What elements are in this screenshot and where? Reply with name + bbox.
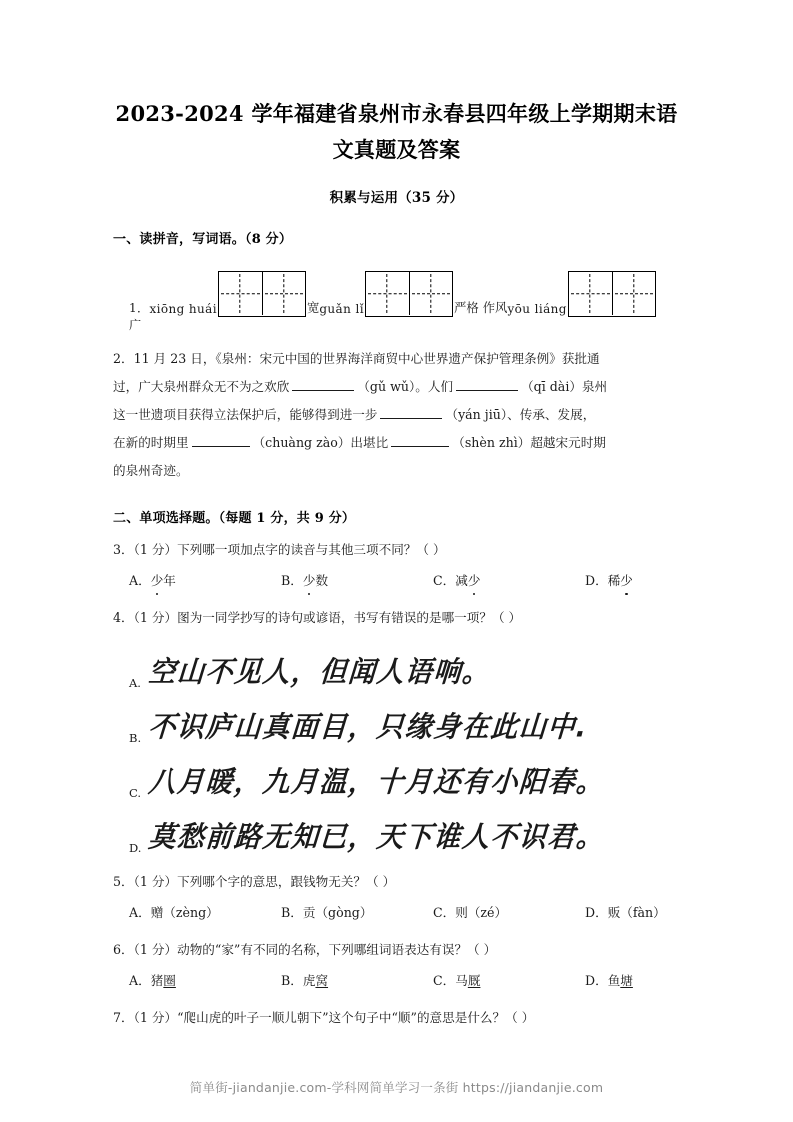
question-6-options [113,968,680,994]
page-footer: 简单街-jiandanjie.com-学科网简单学习一条街 https://jiandanjie.com [189,1080,604,1095]
question-2-line-3-part-b: （yán jiū）、传承、发展， [445,407,596,422]
question-1-line-2: 广 [129,318,142,332]
option-label: D． [585,973,608,988]
option-label: C. [129,786,142,800]
option-c[interactable] [433,968,585,994]
question-1-pinyin-a: xiōng huái [149,302,217,316]
tianzige-grid-2[interactable] [365,271,453,317]
question-2-line-2 [113,373,680,401]
question-4-stem: 4．（1 分）图为一同学抄写的诗句或谚语，书写有错误的是哪一项？（ ） [113,610,522,625]
option-label: C． [433,573,456,588]
question-1-pinyin-b: guǎn lǐ [319,302,364,316]
question-5-stem: 5．（1 分）下列哪个字的意思，跟钱物无关？（ ） [113,874,396,889]
option-b[interactable] [113,693,680,748]
page-content [113,96,680,1032]
question-2-line-5: 的泉州奇迹。 [113,463,189,478]
option-text-pre: 减 [455,573,468,588]
option-label: C． [433,905,456,920]
option-a[interactable] [129,900,281,926]
option-d[interactable] [585,900,666,926]
option-text-pre: 鱼 [607,973,621,988]
question-2-line-2-part-c: （qī dài）泉州 [521,379,608,394]
question-2-line-2-part-a: 过，广大泉州群众无不为之欢欣 [113,379,290,394]
grid-cell[interactable] [262,272,305,315]
grid-cell[interactable] [219,272,262,315]
option-text-pre: 稀 [607,573,621,588]
option-label: B． [281,905,303,920]
tianzige-grid-3[interactable] [568,271,656,317]
option-text-pre: 猪 [150,973,164,988]
option-text-post: 数 [315,573,329,588]
option-c[interactable] [433,568,585,594]
question-4-options [113,638,680,858]
option-dotted-char: 少 [151,568,164,594]
section-heading-1: 一、读拼音，写词语。（8 分） [113,232,293,247]
option-underlined-char: 塘 [620,973,633,988]
answer-blank-gu-wu[interactable] [292,376,354,391]
question-5-options [113,900,680,926]
option-b[interactable] [281,568,433,594]
question-2-line-4-part-b: （chuàng zào）出堪比 [252,435,389,450]
option-label: C． [433,973,456,988]
option-text-pre: 马 [455,973,468,988]
answer-blank-qi-dai[interactable] [456,376,518,391]
option-b[interactable] [281,968,433,994]
option-dotted-char: 少 [303,568,316,594]
question-1-number: 1． [129,301,150,315]
question-1-flow [129,271,657,317]
question-6-stem: 6．（1 分）动物的“家”有不同的名称，下列哪组词语表达有误？（ ） [113,942,497,957]
option-a[interactable] [129,568,281,594]
answer-blank-shen-zhi[interactable] [391,432,449,447]
handwritten-line: 莫愁前路无知已，天下谁人不识君。 [147,820,606,854]
question-3-stem: 3．（1 分）下列哪一项加点字的读音与其他三项不同？（ ） [113,542,446,557]
question-1-han-b: 严格 作风 [453,300,508,315]
question-3-options [113,568,680,594]
question-7-stem: 7．（1 分）“爬山虎的叶子一顺儿朝下”这个句子中“顺”的意思是什么？（ ） [113,1010,535,1025]
option-text: 贡（gòng） [302,905,373,920]
option-text: 赠（zèng） [150,905,219,920]
grid-cell[interactable] [409,272,452,315]
option-label: D． [585,905,608,920]
grid-cell[interactable] [366,272,409,315]
option-label: B． [281,573,303,588]
option-d[interactable] [585,968,633,994]
question-2-line-3 [113,401,680,429]
option-dotted-char: 少 [468,568,481,594]
option-underlined-char: 圈 [163,973,176,988]
option-label: D． [585,573,608,588]
question-2-line-4-part-c: （shèn zhì）超越宋元时期 [452,435,606,450]
option-b[interactable] [281,900,433,926]
grid-cell[interactable] [612,272,655,315]
option-d[interactable] [585,568,633,594]
option-label: B． [281,973,303,988]
option-label: D. [129,841,142,855]
question-1-han-a: 宽 [306,300,320,315]
handwritten-line: 八月暖，九月温，十月还有小阳春。 [147,765,606,799]
handwritten-line: 空山不见人，但闻人语响。 [147,655,492,689]
option-label: A. [129,676,141,690]
option-underlined-char: 窝 [315,973,329,988]
question-2-line-4 [113,429,680,457]
option-a[interactable] [113,638,680,693]
question-2 [113,345,680,485]
option-dotted-char: 少 [620,568,633,594]
option-text: 贩（fàn） [607,905,666,920]
option-text-post: 年 [163,573,176,588]
option-label: B. [129,731,142,745]
option-text-pre: 虎 [302,973,316,988]
question-1-pinyin-c: yōu liáng [507,302,567,316]
grid-cell[interactable] [569,272,612,315]
option-c[interactable] [113,748,680,803]
question-2-line-1: 2．11 月 23 日，《泉州：宋元中国的世界海洋商贸中心世界遗产保护管理条例》获批通 [113,351,600,366]
option-label: A． [129,973,151,988]
question-2-line-3-part-a: 这一世遗项目获得立法保护后，能够得到进一步 [113,407,378,422]
answer-blank-yan-jiu[interactable] [380,404,442,419]
option-underlined-char: 厩 [467,973,481,988]
option-d[interactable] [113,803,680,858]
question-2-line-2-part-b: （gǔ wǔ）。人们 [357,379,454,394]
option-label: A． [129,905,151,920]
answer-blank-chuang-zao[interactable] [192,432,250,447]
section-heading-2: 二、单项选择题。（每题 1 分，共 9 分） [113,511,356,526]
option-text: 则（zé） [455,905,508,920]
question-1 [113,261,680,317]
option-a[interactable] [129,968,281,994]
option-label: A． [129,573,151,588]
handwritten-line: 不识庐山真面目，只缘身在此山中. [147,710,589,744]
tianzige-grid-1[interactable] [218,271,306,317]
option-c[interactable] [433,900,585,926]
document-subtitle: 积累与运用（35 分） [329,190,464,206]
question-2-line-4-part-a: 在新的时期里 [113,435,189,450]
page-title: 2023-2024 学年福建省泉州市永春县四年级上学期期末语文真题及答案 [115,101,678,162]
